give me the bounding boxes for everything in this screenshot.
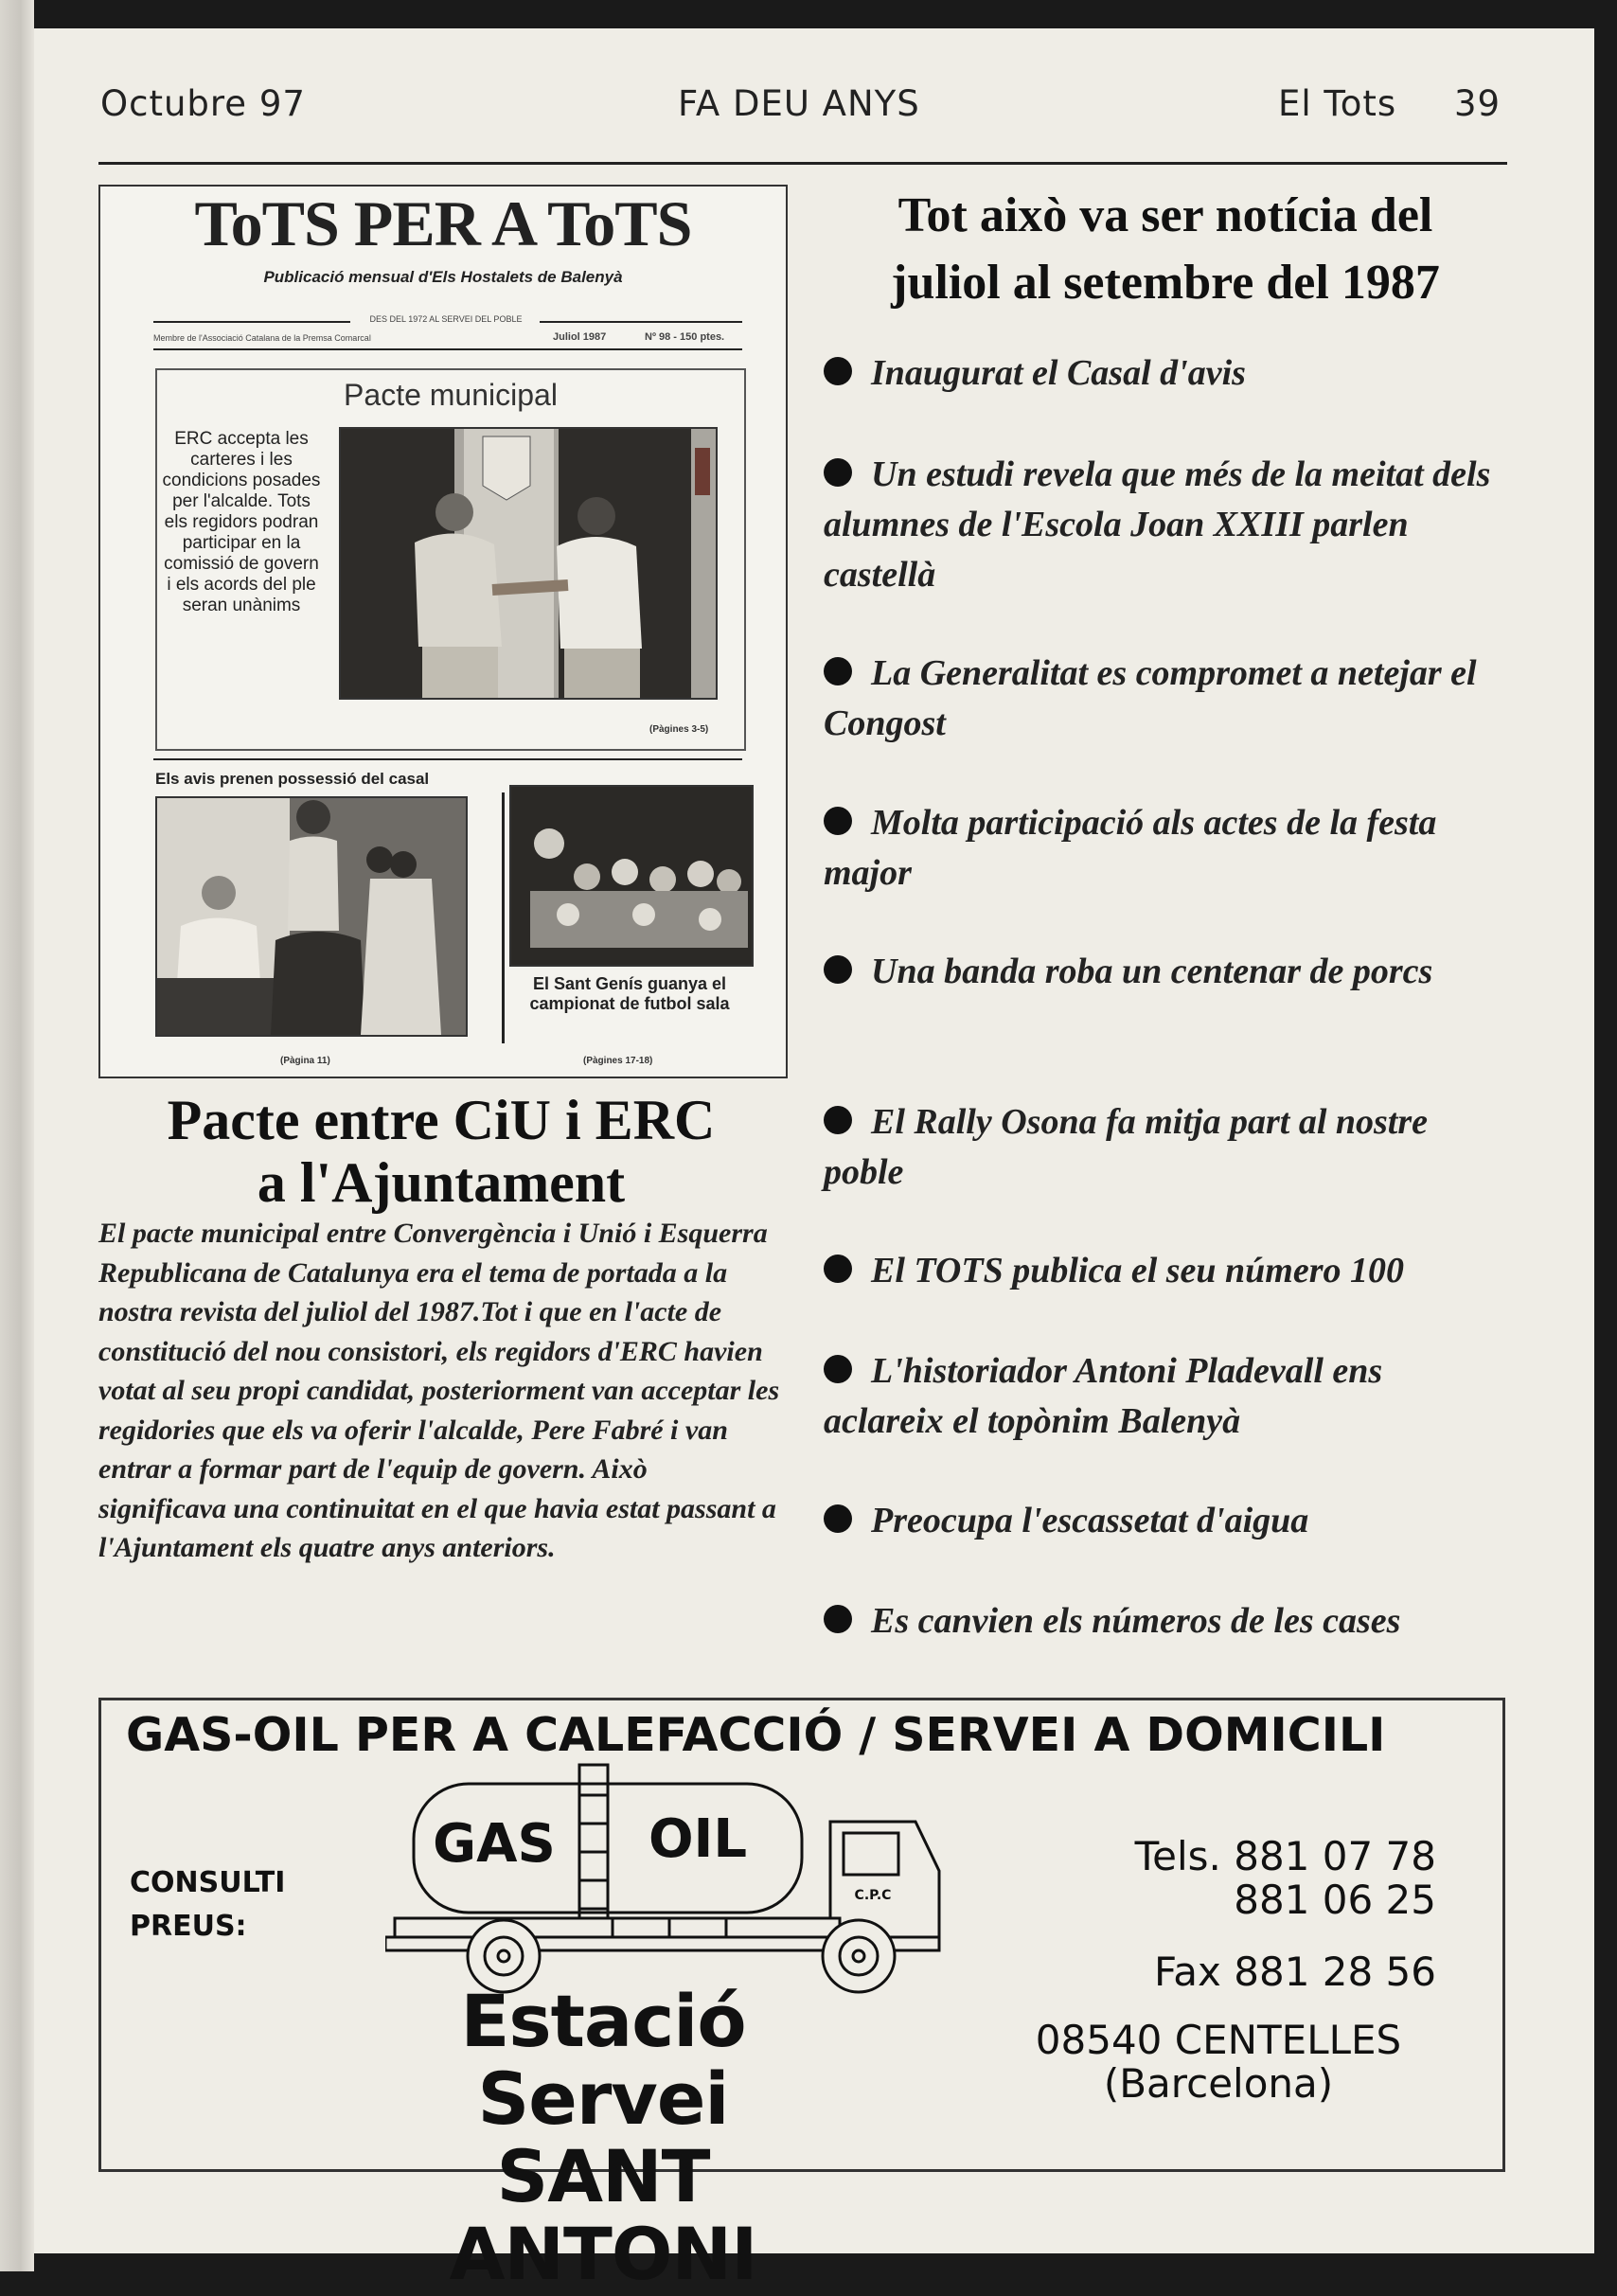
clipping-subtitle: Publicació mensual d'Els Hostalets de Balenyà bbox=[263, 268, 623, 286]
bullet-icon bbox=[824, 1355, 852, 1383]
bullet-icon bbox=[824, 1255, 852, 1283]
ad-phone-2: 881 06 25 bbox=[1234, 1877, 1436, 1923]
main-story-box bbox=[155, 368, 746, 751]
news-item: La Generalitat es compromet a netejar el Congost bbox=[824, 653, 1477, 743]
news-title-line2: juliol al setembre del 1987 bbox=[891, 256, 1440, 310]
bullet-icon bbox=[824, 1106, 852, 1134]
article-body: El pacte municipal entre Convergència i Unió i Esquerra Republicana de Catalunya era el tema de portada a la nostra revista del juliol del 1987.Tot i que en l'acte de constitució del nou consistori, els regidors d'ERC havien votat al seu propi candidat, posteriorment van acceptar les regidories que els va oferir l'alcalde, Pere Fabré i van entrar a formar part de l'equip de govern. Això significava una continuitat en el que havia estat passant a l'Ajuntament els quatre anys anteriors. bbox=[98, 1218, 780, 1563]
bullet-icon bbox=[824, 657, 852, 685]
main-story-text: ERC accepta les carteres i les condicions posades per l'alcalde. Tots els regidors podran participar en la comissió de govern i els acords del ple seran unànims bbox=[162, 429, 321, 615]
clipping-member-line: Membre de l'Associació Catalana de la Premsa Comarcal bbox=[153, 333, 371, 343]
article-title bbox=[98, 1089, 784, 1214]
futbol-story-pages: (Pàgines 17-18) bbox=[583, 1056, 653, 1066]
article-title-line1: Pacte entre CiU i ERC bbox=[167, 1089, 716, 1151]
news-item: Preocupa l'escassetat d'aigua bbox=[824, 1496, 1505, 1546]
bullet-icon bbox=[824, 807, 852, 835]
main-story-title: Pacte municipal bbox=[344, 378, 558, 412]
news-item: Inaugurat el Casal d'avis bbox=[824, 348, 1505, 399]
casal-photo bbox=[155, 796, 468, 1037]
ad-headline: GAS-OIL PER A CALEFACCIÓ / SERVEI A DOMICILI bbox=[126, 1708, 1386, 1762]
ad-province: (Barcelona) bbox=[1103, 2060, 1334, 2107]
news-item: Molta participació als actes de la festa major bbox=[824, 803, 1437, 893]
main-story-pages: (Pàgines 3-5) bbox=[649, 724, 709, 735]
tanker-truck-icon bbox=[385, 1757, 953, 2003]
clipping-masthead: ToTS PER A ToTS bbox=[194, 187, 692, 259]
header-magazine: El Tots bbox=[1278, 83, 1397, 124]
handshake-photo bbox=[339, 427, 718, 700]
casal-illustration bbox=[157, 798, 466, 1035]
clipping-issue-number: Nº 98 - 150 ptes. bbox=[645, 331, 725, 343]
bullet-icon bbox=[824, 955, 852, 984]
clipping-issue-date: Juliol 1987 bbox=[553, 331, 607, 343]
futbol-photo bbox=[509, 785, 754, 967]
news-title bbox=[820, 182, 1511, 316]
clipping-rule-right bbox=[540, 321, 742, 323]
news-item: El TOTS publica el seu número 100 bbox=[824, 1246, 1505, 1296]
tank-word-gas: GAS bbox=[433, 1813, 556, 1875]
cab-label: C.P.C bbox=[854, 1888, 892, 1903]
news-item: Es canvien els números de les cases bbox=[824, 1596, 1505, 1646]
clipping-rule-left bbox=[153, 321, 350, 323]
ad-consult-prices: CONSULTI PREUS: bbox=[130, 1866, 286, 1943]
casal-story-pages: (Pàgina 11) bbox=[280, 1056, 330, 1066]
clipping-since-line: DES DEL 1972 AL SERVEI DEL POBLE bbox=[369, 314, 523, 324]
bullet-icon bbox=[824, 458, 852, 487]
bullet-icon bbox=[824, 357, 852, 385]
casal-story-title: Els avis prenen possessió del casal bbox=[155, 770, 430, 788]
news-item: Un estudi revela que més de la meitat dels alumnes de l'Escola Joan XXIII parlen castellà bbox=[824, 454, 1491, 595]
header-page-number: 39 bbox=[1454, 83, 1502, 124]
header-month: Octubre 97 bbox=[100, 83, 306, 124]
station-line2: SANT ANTONI bbox=[449, 2134, 757, 2296]
clipping-rule-main bbox=[153, 348, 742, 350]
news-item: El Rally Osona fa mitja part al nostre poble bbox=[824, 1102, 1429, 1192]
newspaper-clipping bbox=[98, 185, 788, 1078]
news-title-line1: Tot això va ser notícia del bbox=[897, 188, 1433, 242]
tank-word-oil: OIL bbox=[648, 1808, 748, 1870]
news-item: L'historiador Antoni Pladevall ens aclareix el topònim Balenyà bbox=[824, 1351, 1383, 1441]
magazine-spine bbox=[0, 0, 34, 2271]
gasoil-advertisement bbox=[98, 1698, 1505, 2296]
article-title-line2: a l'Ajuntament bbox=[257, 1151, 626, 1214]
bullet-icon bbox=[824, 1504, 852, 1533]
clipping-rule-lower bbox=[153, 758, 742, 760]
futbol-caption: El Sant Genís guanya el campionat de futbol sala bbox=[529, 974, 730, 1013]
bullet-icon bbox=[824, 1605, 852, 1633]
station-name bbox=[385, 1979, 821, 2296]
header-rule bbox=[98, 162, 1507, 165]
clipping-column-divider bbox=[502, 792, 505, 1043]
header-section: FA DEU ANYS bbox=[678, 83, 920, 124]
ad-fax: Fax 881 28 56 bbox=[1154, 1949, 1436, 1995]
ad-postal-address: 08540 CENTELLES bbox=[1035, 2017, 1402, 2063]
ad-phone-1: Tels. 881 07 78 bbox=[1134, 1833, 1436, 1879]
news-item: Una banda roba un centenar de porcs bbox=[824, 947, 1505, 997]
futbol-illustration bbox=[511, 787, 752, 965]
station-line1: Estació Servei bbox=[460, 1979, 746, 2141]
handshake-illustration bbox=[341, 429, 716, 698]
